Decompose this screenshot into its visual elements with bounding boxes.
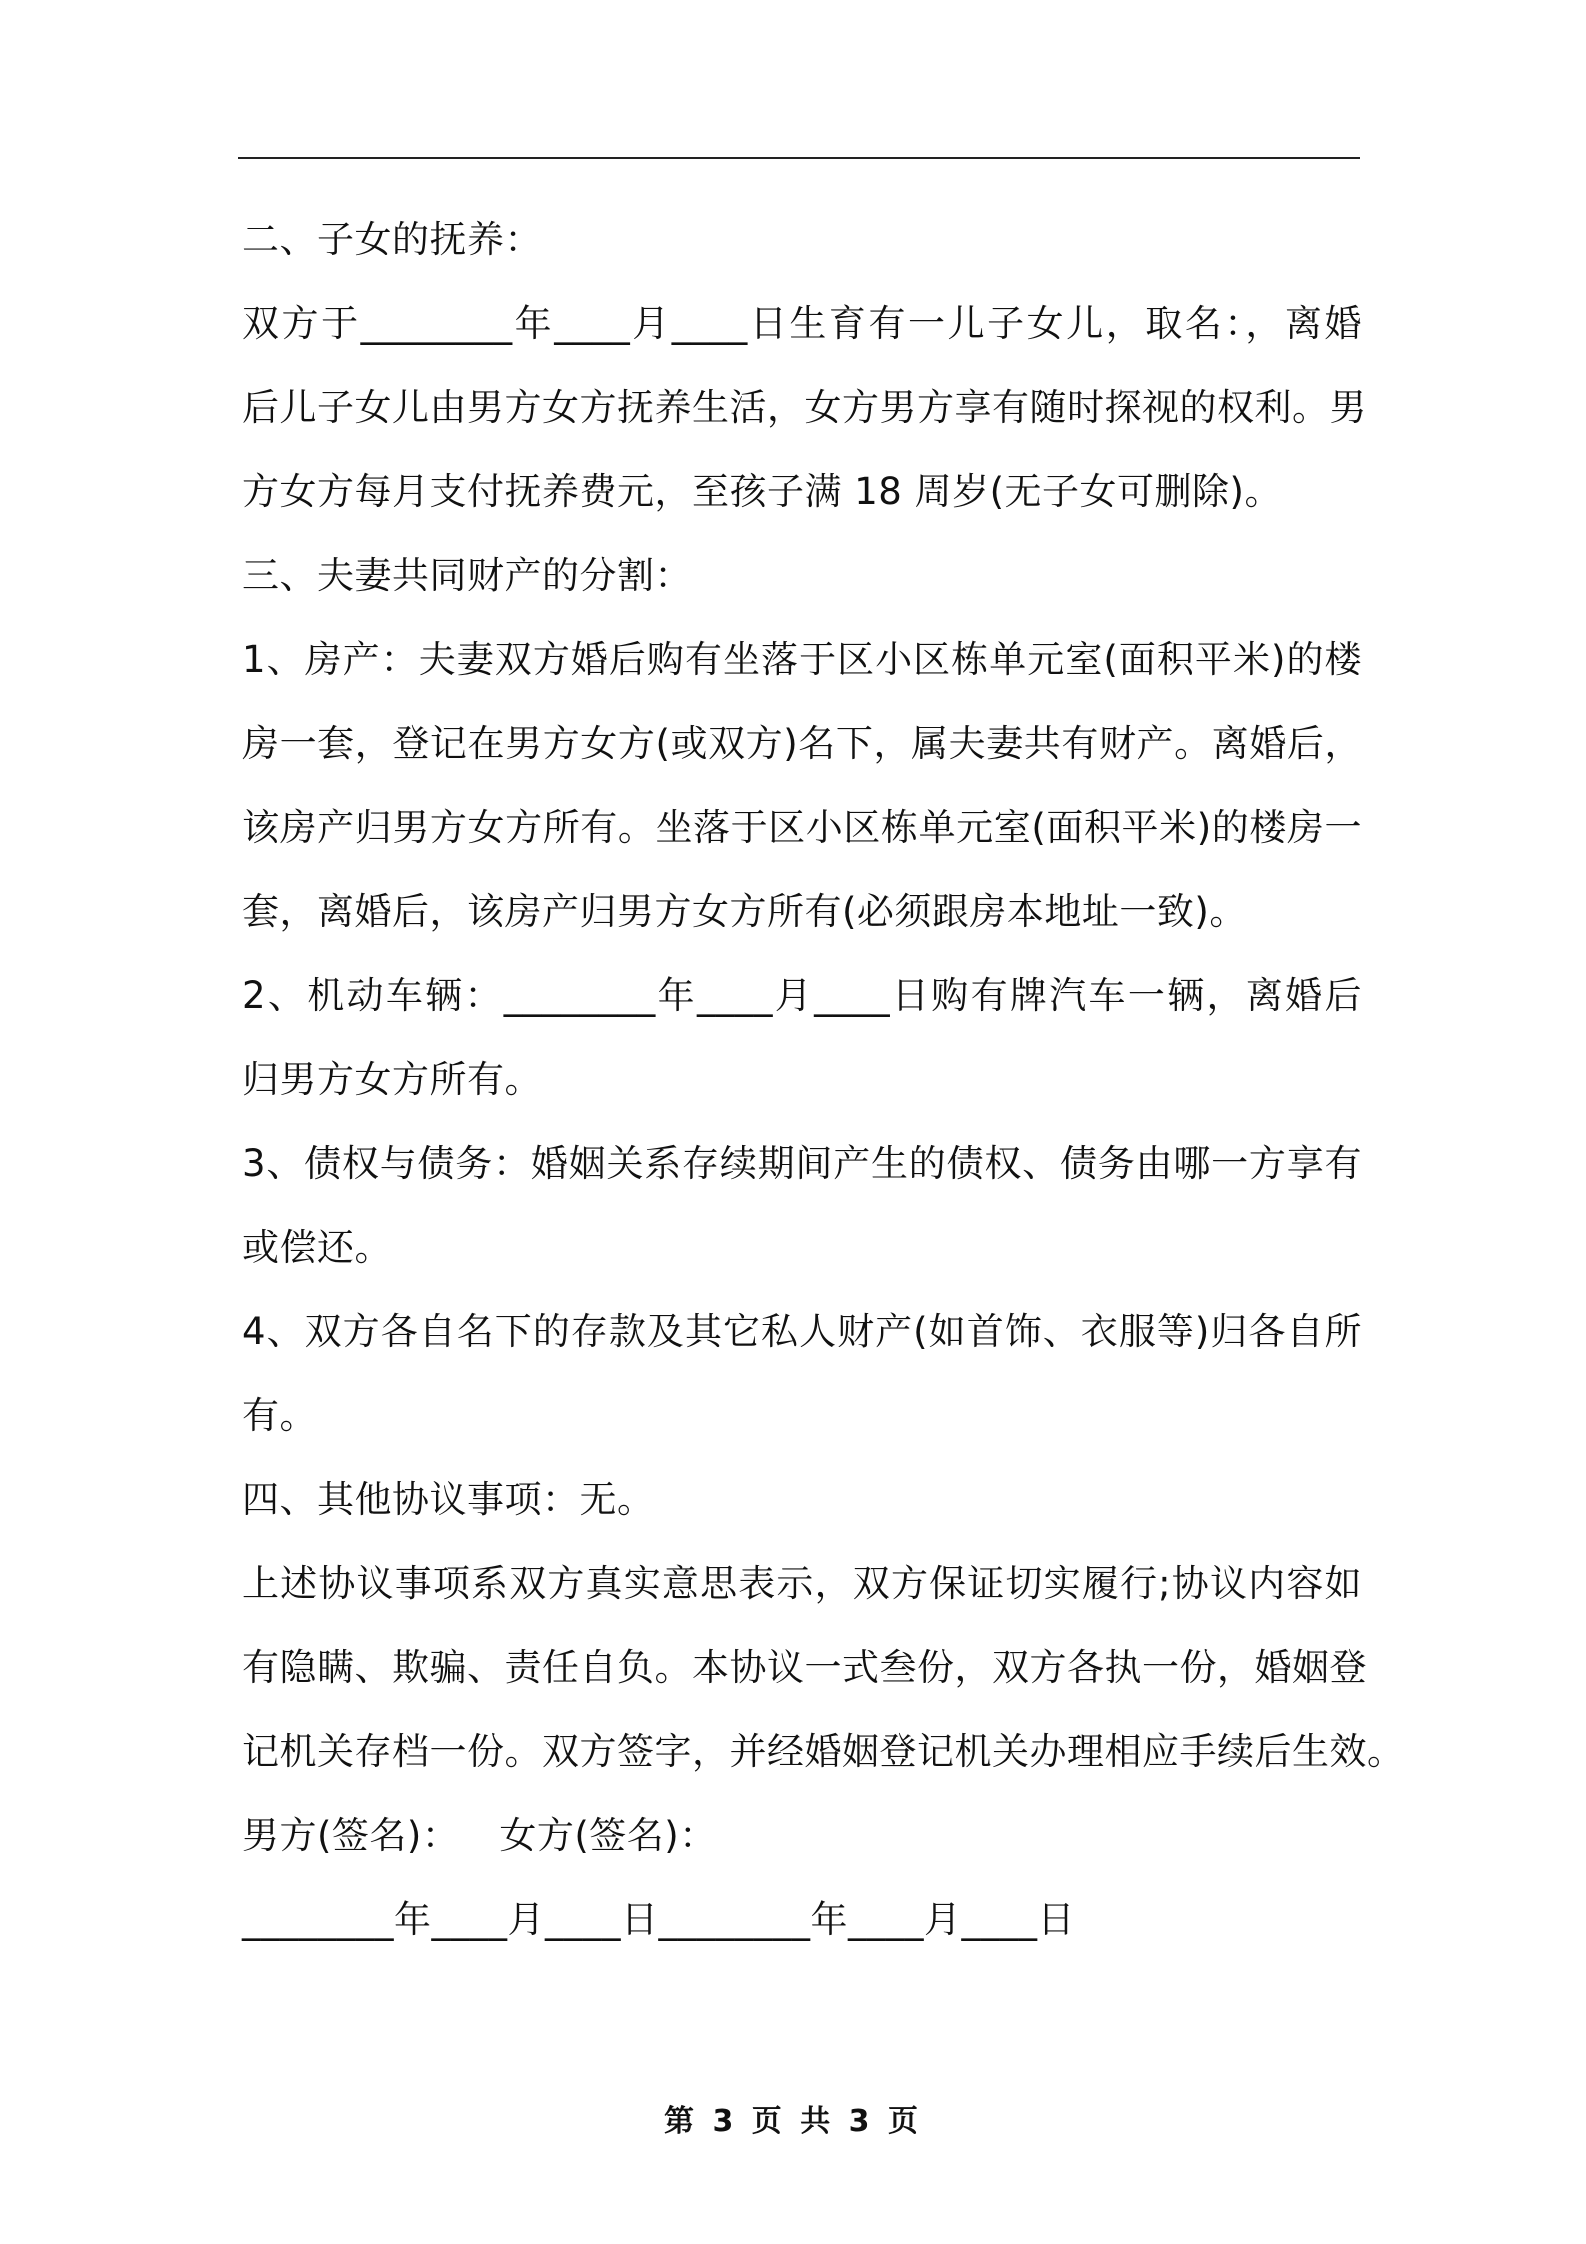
paragraph-line: 有隐瞒、欺骗、责任自负。本协议一式叁份，双方各执一份，婚姻登 [242,1646,1367,1689]
section-heading: 三、夫妻共同财产的分割： [242,554,692,597]
male-signature-label: 男方(签名)： [242,1814,460,1857]
document-body [242,198,1405,1962]
date-line: ________年____月____日________年____月____日 [242,1898,1075,1941]
paragraph-line: 该房产归男方女方所有。坐落于区小区栋单元室(面积平米)的楼房一 [242,806,1362,849]
paragraph-line: 有。 [242,1394,317,1437]
paragraph-line: 2、机动车辆：________年____月____日购有牌汽车一辆，离婚后 [242,974,1362,1017]
paragraph-line: 套，离婚后，该房产归男方女方所有(必须跟房本地址一致)。 [242,890,1247,933]
female-signature-label: 女方(签名)： [499,1814,717,1857]
paragraph-line: 记机关存档一份。双方签字，并经婚姻登记机关办理相应手续后生效。 [242,1730,1405,1773]
header-rule [238,157,1360,159]
signature-line [242,1794,1362,1878]
paragraph-line: 双方于________年____月____日生育有一儿子女儿，取名：，离婚 [242,302,1362,345]
paragraph-line: 3、债权与债务：婚姻关系存续期间产生的债权、债务由哪一方享有 [242,1142,1362,1185]
section-heading: 四、其他协议事项：无。 [242,1478,655,1521]
paragraph-line: 房一套，登记在男方女方(或双方)名下，属夫妻共有财产。离婚后， [242,722,1362,765]
paragraph-line: 1、房产：夫妻双方婚后购有坐落于区小区栋单元室(面积平米)的楼 [242,638,1362,681]
paragraph-line: 4、双方各自名下的存款及其它私人财产(如首饰、衣服等)归各自所 [242,1310,1362,1353]
paragraph-line: 方女方每月支付抚养费元，至孩子满 18 周岁(无子女可删除)。 [242,470,1282,513]
paragraph-line: 归男方女方所有。 [242,1058,542,1101]
paragraph-line: 或偿还。 [242,1226,392,1269]
section-heading: 二、子女的抚养： [242,218,542,261]
page-indicator: 第 3 页 共 3 页 [664,2104,922,2139]
paragraph-line: 后儿子女儿由男方女方抚养生活，女方男方享有随时探视的权利。男 [242,386,1367,429]
paragraph-line: 上述协议事项系双方真实意思表示，双方保证切实履行;协议内容如 [242,1562,1362,1605]
